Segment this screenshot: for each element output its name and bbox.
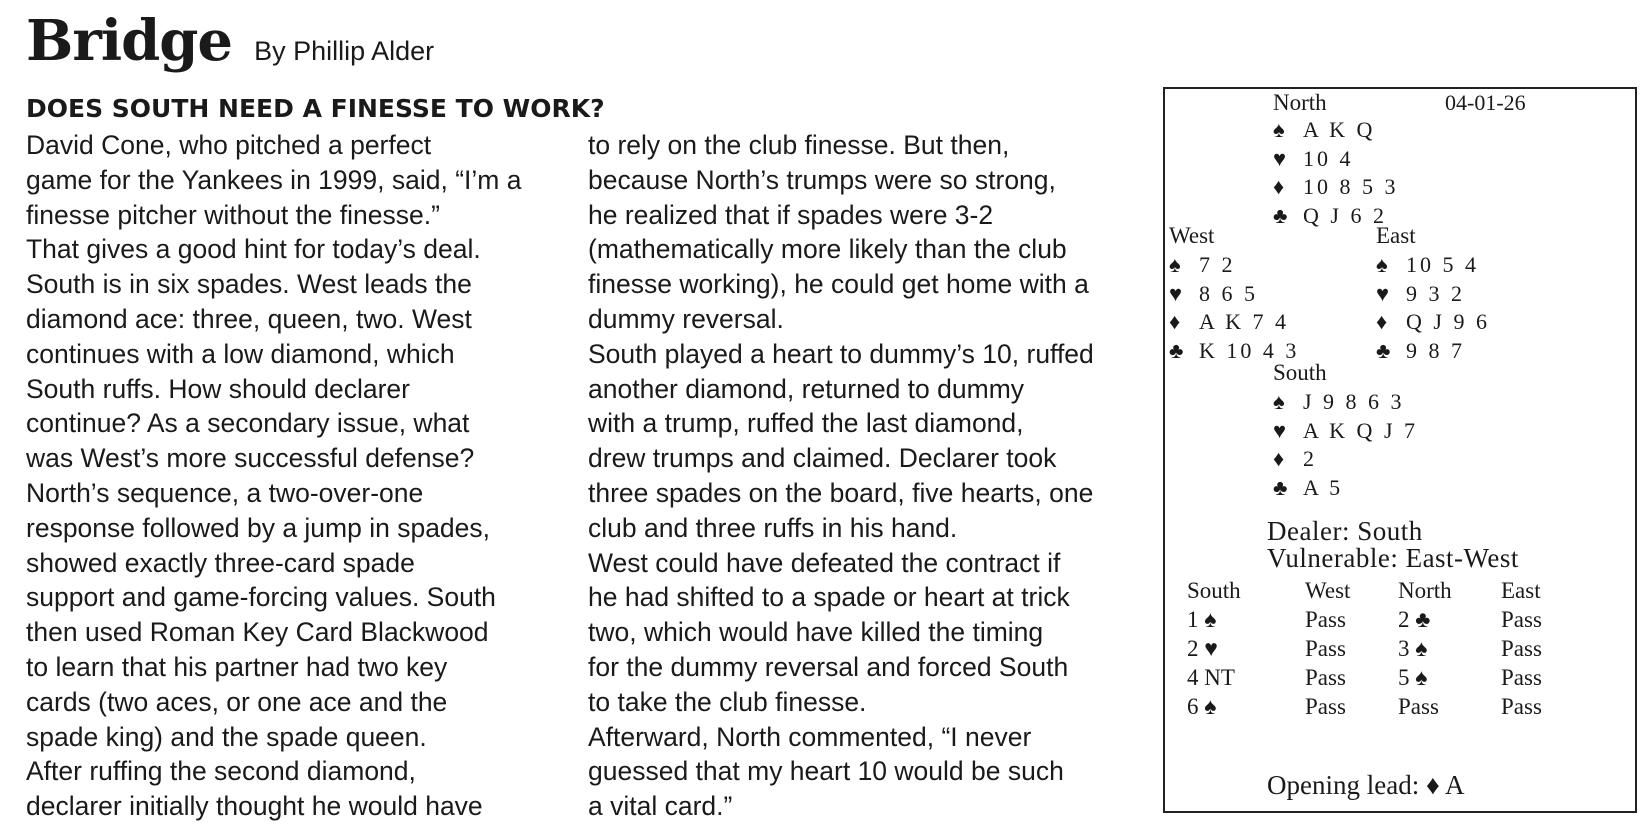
south-clubs-holding — [1273, 474, 1343, 502]
article-line: spade king) and the spade queen. — [26, 721, 427, 752]
east-diamonds-holding — [1376, 308, 1490, 336]
article-line: showed exactly three-card spade — [26, 547, 415, 578]
heart-suit-icon: ♥ — [1169, 280, 1183, 306]
left-text-column — [26, 128, 571, 824]
card-list: 10 5 4 — [1406, 252, 1479, 277]
west-spades-holding — [1169, 251, 1236, 279]
auction-bid: 1 ♠ — [1187, 607, 1217, 632]
auction-bid: Pass — [1501, 665, 1542, 690]
article-line: to take the club finesse. — [588, 686, 867, 717]
auction-bid: 2 ♣ — [1398, 607, 1431, 632]
article-line: response followed by a jump in spades, — [26, 512, 491, 543]
card-list: 9 3 2 — [1406, 280, 1465, 306]
south-diamonds-holding — [1273, 445, 1317, 473]
card-list: A 5 — [1303, 474, 1344, 500]
article-line: Afterward, North commented, “I never — [588, 721, 1032, 752]
article-line: for the dummy reversal and forced South — [588, 651, 1069, 682]
spade-suit-icon: ♠ — [1376, 252, 1388, 277]
article-line: because North’s trumps were so strong, — [588, 164, 1056, 195]
auction-bid: Pass — [1398, 694, 1439, 719]
article-line: That gives a good hint for today’s deal. — [26, 234, 481, 265]
card-list: 7 2 — [1199, 252, 1236, 277]
club-suit-icon: ♣ — [1376, 337, 1391, 363]
column-masthead — [26, 8, 434, 74]
column-title: Bridge — [26, 8, 233, 74]
article-line: finesse working), he could get home with a — [588, 269, 1089, 300]
article-line: game for the Yankees in 1999, said, “I’m a — [26, 164, 522, 195]
card-list: A K 7 4 — [1199, 309, 1290, 334]
heart-suit-icon: ♥ — [1273, 417, 1287, 443]
auction-header: South — [1187, 578, 1241, 603]
card-list: A K Q — [1303, 117, 1376, 142]
club-suit-icon: ♣ — [1169, 337, 1184, 363]
article-line: South ruffs. How should declarer — [26, 373, 410, 404]
article-line: diamond ace: three, queen, two. West — [26, 303, 472, 334]
diamond-suit-icon: ♦ — [1273, 174, 1285, 199]
spade-suit-icon: ♠ — [1273, 389, 1285, 414]
article-line: North’s sequence, a two-over-one — [26, 477, 424, 508]
article-line: guessed that my heart 10 would be such — [588, 756, 1064, 787]
article-line: drew trumps and claimed. Declarer took — [588, 443, 1057, 474]
opening-lead: Opening lead: ♦ A — [1267, 770, 1465, 800]
club-suit-icon: ♣ — [1273, 474, 1288, 500]
west-clubs-holding — [1169, 337, 1299, 365]
east-clubs-holding — [1376, 337, 1465, 365]
article-line: then used Roman Key Card Blackwood — [26, 617, 489, 648]
diamond-suit-icon: ♦ — [1376, 309, 1388, 334]
deal-date: 04-01-26 — [1445, 90, 1526, 115]
article-line: two, which would have killed the timing — [588, 617, 1044, 648]
auction-bid: Pass — [1305, 607, 1346, 632]
diamond-suit-icon: ♦ — [1169, 309, 1181, 334]
article-line: with a trump, ruffed the last diamond, — [588, 408, 1024, 439]
auction-bid: 3 ♠ — [1398, 636, 1428, 661]
south-spades-holding — [1273, 388, 1405, 416]
article-line: declarer initially thought he would have — [26, 791, 483, 822]
diamond-suit-icon: ♦ — [1273, 446, 1285, 471]
article-line: he had shifted to a spade or heart at trick — [588, 582, 1070, 613]
auction-bid: Pass — [1501, 607, 1542, 632]
spade-suit-icon: ♠ — [1169, 252, 1181, 277]
article-line: to learn that his partner had two key — [26, 651, 448, 682]
club-suit-icon: ♣ — [1273, 202, 1288, 228]
auction-bid: 2 ♥ — [1187, 636, 1218, 661]
byline: By Phillip Alder — [254, 36, 435, 66]
article-line: three spades on the board, five hearts, one — [588, 477, 1094, 508]
deal-diagram — [1163, 87, 1637, 813]
article-line: to rely on the club finesse. But then, — [588, 130, 1010, 160]
article-line: another diamond, returned to dummy — [588, 373, 1025, 404]
article-line: a vital card.” — [588, 791, 733, 822]
south-label: South — [1273, 360, 1327, 385]
article-line: support and game-forcing values. South — [26, 582, 496, 613]
north-clubs-holding — [1273, 202, 1387, 230]
article-line: (mathematically more likely than the club — [588, 234, 1067, 265]
spade-suit-icon: ♠ — [1273, 117, 1285, 142]
card-list: 8 6 5 — [1199, 280, 1258, 306]
auction-header: North — [1398, 578, 1452, 603]
card-list: 9 8 7 — [1406, 337, 1465, 363]
right-text-column — [588, 128, 1153, 824]
west-diamonds-holding — [1169, 308, 1289, 336]
article-line: continues with a low diamond, which — [26, 338, 455, 369]
east-label: East — [1376, 223, 1416, 248]
article-line: South is in six spades. West leads the — [26, 269, 472, 300]
card-list: 2 — [1303, 446, 1317, 471]
auction-bid: Pass — [1305, 694, 1346, 719]
auction-bid: Pass — [1305, 636, 1346, 661]
article-line: cards (two aces, or one ace and the — [26, 686, 448, 717]
card-list: 10 8 5 3 — [1303, 174, 1399, 199]
north-label: North — [1273, 90, 1327, 115]
article-line: finesse pitcher without the finesse.” — [26, 199, 440, 230]
auction-header: East — [1501, 578, 1541, 603]
auction-bid: Pass — [1501, 636, 1542, 661]
south-hearts-holding — [1273, 417, 1418, 445]
article-line: he realized that if spades were 3-2 — [588, 199, 994, 230]
heart-suit-icon: ♥ — [1273, 145, 1287, 171]
card-list: K 10 4 3 — [1199, 337, 1300, 363]
article-line: David Cone, who pitched a perfect — [26, 130, 432, 160]
card-list: A K Q J 7 — [1303, 417, 1419, 443]
card-list: J 9 8 6 3 — [1303, 389, 1405, 414]
card-list: Q J 6 2 — [1303, 202, 1387, 228]
auction-bid: Pass — [1501, 694, 1542, 719]
north-spades-holding — [1273, 116, 1375, 144]
article-line: was West’s more successful defense? — [26, 443, 475, 474]
article-line: continue? As a secondary issue, what — [26, 408, 470, 439]
west-hearts-holding — [1169, 280, 1258, 308]
auction-bid: 4 NT — [1187, 665, 1235, 690]
auction-bid: 6 ♠ — [1187, 694, 1217, 719]
west-label: West — [1169, 223, 1215, 248]
north-hearts-holding — [1273, 145, 1354, 173]
north-diamonds-holding — [1273, 173, 1399, 201]
card-list: Q J 9 6 — [1406, 309, 1490, 334]
auction-header: West — [1305, 578, 1351, 603]
vulnerability-info: Vulnerable: East-West — [1267, 543, 1519, 573]
heart-suit-icon: ♥ — [1376, 280, 1390, 306]
east-spades-holding — [1376, 251, 1479, 279]
east-hearts-holding — [1376, 280, 1465, 308]
dealer-info: Dealer: South — [1267, 516, 1423, 546]
auction-bid: Pass — [1305, 665, 1346, 690]
article-line: dummy reversal. — [588, 303, 784, 334]
article-line: club and three ruffs in his hand. — [588, 512, 958, 543]
auction-bid: 5 ♠ — [1398, 665, 1428, 690]
article-line: South played a heart to dummy’s 10, ruffed — [588, 338, 1094, 369]
article-line: West could have defeated the contract if — [588, 547, 1061, 578]
card-list: 10 4 — [1303, 145, 1354, 171]
article-line: After ruffing the second diamond, — [26, 756, 416, 787]
article-headline: DOES SOUTH NEED A FINESSE TO WORK? — [26, 94, 605, 123]
